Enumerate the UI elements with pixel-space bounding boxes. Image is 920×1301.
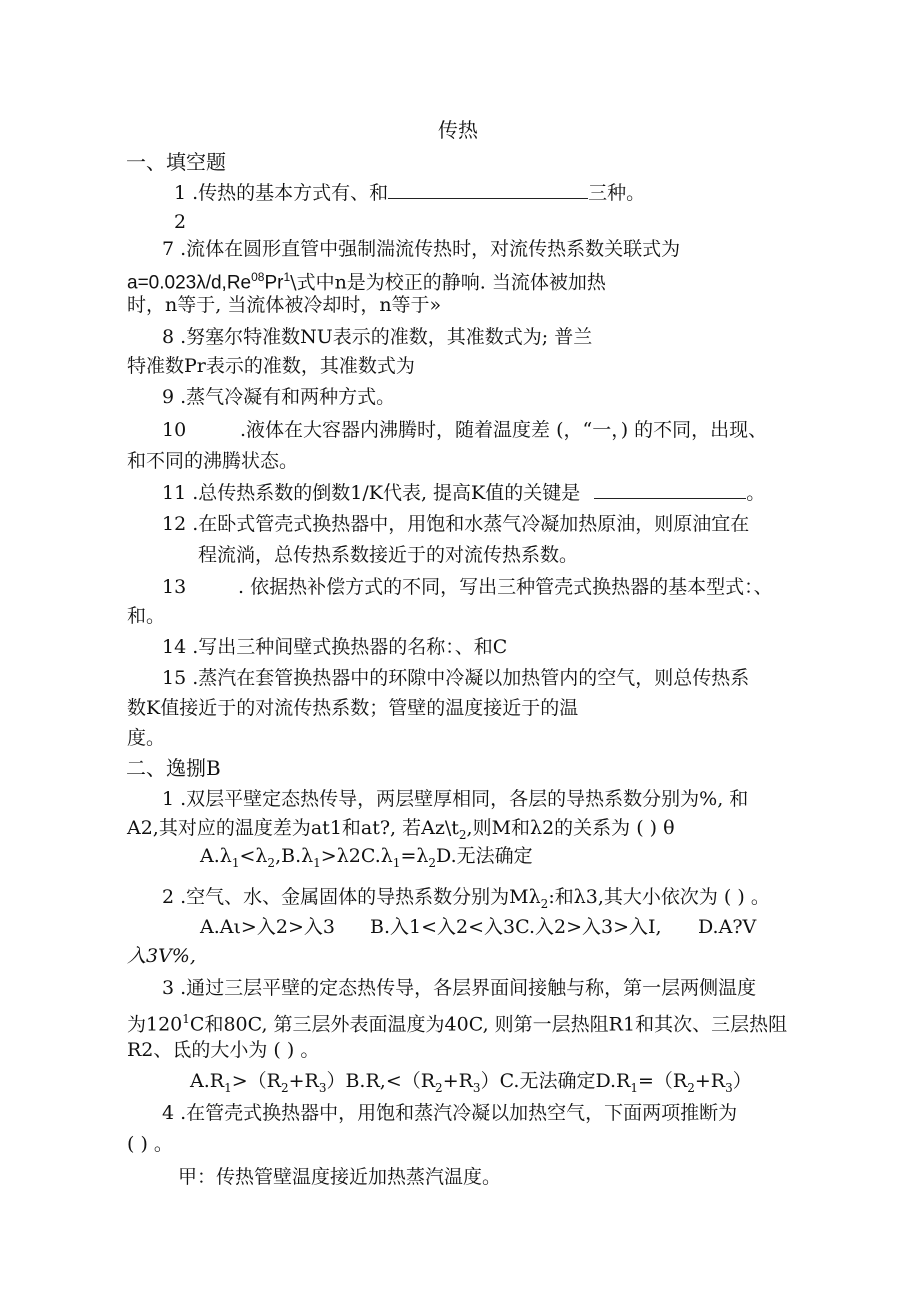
q9: 9 .蒸气冷凝有和两种方式。 xyxy=(162,386,396,408)
q7-line1: 7 .流体在圆形直管中强制湍流传热时，对流传热系数关联式为 xyxy=(162,238,681,260)
section-heading-fill-blank: 一、填空题 xyxy=(126,150,226,174)
q13-line2: 和。 xyxy=(127,605,166,627)
option-text: D.无法确定 xyxy=(436,845,533,867)
q10-line1: .液体在大容器内沸腾时，随着温度差 (，“一，) 的不同，出现、 xyxy=(240,419,768,441)
q12-line2: 程流淌，总传热系数接近于的对流传热系数。 xyxy=(198,544,579,566)
subscript: 2 xyxy=(540,896,549,911)
c3-line2 xyxy=(127,1006,787,1037)
formula-a: a=0.023λ/d,Re xyxy=(127,272,252,294)
q15-line3: 度。 xyxy=(127,727,166,749)
subscript: 1 xyxy=(224,1080,232,1095)
re-exponent: 08 xyxy=(251,270,265,284)
option-text: =λ xyxy=(400,845,429,867)
superscript: 1 xyxy=(182,1012,190,1026)
c4-statement-a: 甲：传热管壁温度接近加热蒸汽温度。 xyxy=(178,1166,502,1188)
c1-options xyxy=(200,843,533,876)
subscript: 1 xyxy=(630,1080,639,1095)
q11-text: 11 .总传热系数的倒数1/K代表, 提高K值的关键是 xyxy=(162,482,581,504)
c2-line1 xyxy=(162,884,770,917)
option-text: ）B.R,<（R xyxy=(326,1070,436,1092)
option-text: A.R xyxy=(190,1070,225,1092)
option-text: ） xyxy=(732,1070,752,1092)
option-text: +R xyxy=(694,1070,726,1092)
option-text: >λ2C.λ xyxy=(320,845,393,867)
subscript: 2 xyxy=(687,1080,695,1095)
q11-tail: 。 xyxy=(746,482,766,504)
q10-line2: 和不同的沸腾状态。 xyxy=(127,450,299,472)
c2-option-d: D.A?V xyxy=(698,916,757,938)
option-text: A.λ xyxy=(200,845,232,867)
q1-tail: 三种。 xyxy=(588,182,646,204)
q10-number: 10 xyxy=(162,419,187,441)
q14: 14 .写出三种间壁式换热器的名称：、和C xyxy=(162,636,508,658)
option-text: <λ xyxy=(239,845,268,867)
subscript: 2 xyxy=(428,855,437,870)
q7-line2-tail: \式中n是为校正的静响. 当流体被加热 xyxy=(290,271,606,294)
subscript: 3 xyxy=(472,1080,481,1095)
c2-options xyxy=(200,914,335,940)
q8-line1: 8 .努塞尔特准数NU表示的准数，其准数式为; 普兰 xyxy=(162,326,593,348)
c2-text: 2 .空气、水、金属固体的导热系数分别为Mλ xyxy=(162,886,541,908)
page-title: 传热 xyxy=(438,118,478,142)
c3-tail: C和80C, 第三层外表面温度为40C, 则第一层热阻R1和其次、三层热阻 xyxy=(189,1013,788,1036)
c1-line2-tail: ,则M和λ2的关系为 ( ) θ xyxy=(466,817,675,839)
c2-tail: :和λ3,其大小依次为 ( ) 。 xyxy=(548,886,770,908)
q1 xyxy=(174,180,645,206)
q7-line3: 时，n等于, 当流体被冷却时，n等于» xyxy=(127,294,442,316)
section-heading-choice: 二、逸捌B xyxy=(126,756,221,780)
c2-option-bc: B.入1<入2<入3C.入2>入3>入I, xyxy=(370,916,662,938)
answer-blank xyxy=(594,480,746,499)
subscript: 2 xyxy=(280,1080,289,1095)
option-text: +R xyxy=(442,1070,473,1092)
q1-text: 1 .传热的基本方式有、和 xyxy=(174,182,389,204)
subscript: 3 xyxy=(318,1080,327,1095)
subscript: 2 xyxy=(267,855,276,870)
subscript: 1 xyxy=(392,855,401,870)
q12-line1: 12 .在卧式管壳式换热器中，用饱和水蒸气冷凝加热原油，则原油宜在 xyxy=(162,513,750,535)
q8-line2: 特准数Pr表示的准数，其准数式为 xyxy=(127,355,415,377)
option-text: ,B.λ xyxy=(275,845,314,867)
q11 xyxy=(162,480,765,506)
c3-line3: R2、氐的大小为 ( ) 。 xyxy=(127,1039,320,1061)
c1-line2-text: A2,其对应的温度差为at1和at?, 若Az\t xyxy=(127,817,459,839)
c3-options xyxy=(190,1068,752,1101)
option-text: ）C.无法确定D.R xyxy=(480,1070,631,1092)
pr-exponent: 1 xyxy=(283,270,291,284)
option-a: A.Aι>入2>入3 xyxy=(200,916,335,938)
subscript: 1 xyxy=(231,855,240,870)
q2: 2 xyxy=(174,211,187,233)
subscript: 3 xyxy=(725,1080,733,1095)
option-text: >（R xyxy=(231,1070,281,1092)
c3-line1: 3 .通过三层平壁的定态热传导，各层界面间接触与称，第一层两侧温度 xyxy=(162,977,757,999)
c3-text: 为120 xyxy=(127,1013,183,1036)
q15-line2: 数K值接近于的对流传热系数；管壁的温度接近于的温 xyxy=(127,697,579,719)
answer-blank xyxy=(388,180,588,199)
c4-line1: 4 .在管壳式换热器中，用饱和蒸汽冷凝以加热空气，下面两项推断为 xyxy=(162,1102,738,1124)
c2-option-d-cont: 入3V%, xyxy=(127,945,196,967)
formula-pr: Pr xyxy=(264,272,284,294)
c4-line2: ( ) 。 xyxy=(127,1133,173,1155)
q13-number: 13 xyxy=(162,576,187,598)
option-text: +R xyxy=(288,1070,319,1092)
q15-line1: 15 .蒸汽在套管换热器中的环隙中冷凝以加热管内的空气，则总传热系 xyxy=(162,667,750,689)
c1-line1: 1 .双层平壁定态热传导，两层壁厚相同，各层的导热系数分别为%, 和 xyxy=(162,788,749,810)
q13-line1: . 依据热补偿方式的不同，写出三种管壳式换热器的基本型式：、 xyxy=(238,576,773,598)
subscript: 2 xyxy=(435,1080,443,1095)
subscript: 1 xyxy=(313,855,321,870)
subscript: 2 xyxy=(458,827,467,842)
option-text: =（R xyxy=(638,1070,688,1092)
